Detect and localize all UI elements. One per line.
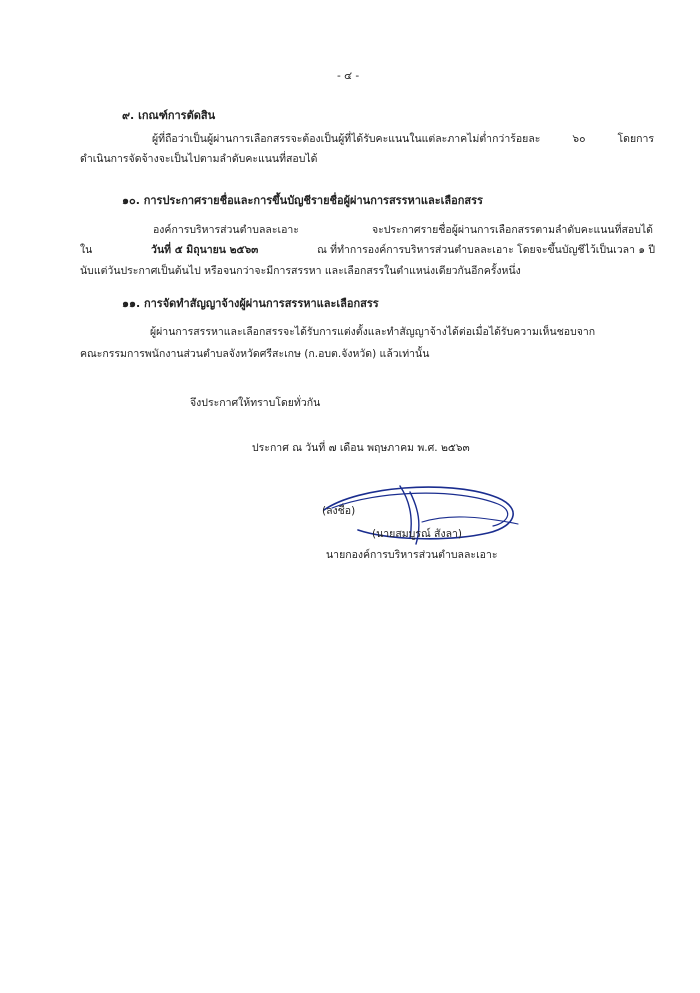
section-11-paragraph-line-2: คณะกรรมการพนักงานส่วนตำบลจังหวัดศรีสะเกษ (ก.อบต.จังหวัด) แล้วเท่านั้น [80, 348, 430, 360]
section-10-paragraph-line-2 [80, 243, 655, 257]
announcement-date-highlight: วันที่ ๕ มิถุนายน ๒๕๖๓ [151, 244, 259, 256]
announcement-date: ประกาศ ณ วันที่ ๗ เดือน พฤษภาคม พ.ศ. ๒๕๖๓ [252, 442, 470, 454]
signatory-name: (นายสมบูรณ์ สังลา) [372, 528, 462, 540]
section-10-line-2-rest: ณ ที่ทำการองค์การบริหารส่วนตำบลละเอาะ โดยจะขึ้นบัญชีไว้เป็นเวลา ๑ ปี [317, 244, 655, 256]
page-number: - ๔ - [337, 70, 360, 82]
signatory-position: นายกองค์การบริหารส่วนตำบลละเอาะ [326, 549, 498, 561]
section-10-paragraph-line-1: องค์การบริหารส่วนตำบลละเอาะ จะประกาศรายชื่อผู้ผ่านการเลือกสรรตามลำดับคะแนนที่สอบได้ [153, 224, 653, 236]
closing-statement: จึงประกาศให้ทราบโดยทั่วกัน [190, 397, 321, 409]
section-10-line-2-prefix: ใน [80, 244, 93, 256]
section-11-heading: ๑๑. การจัดทำสัญญาจ้างผู้ผ่านการสรรหาและเลือกสรร [122, 297, 379, 310]
section-10-paragraph-line-3: นับแต่วันประกาศเป็นต้นไป หรือจนกว่าจะมีการสรรหา และเลือกสรรในตำแหน่งเดียวกันอีกครั้งหนึ่ง [80, 265, 521, 277]
section-11-paragraph-line-1: ผู้ผ่านการสรรหาและเลือกสรรจะได้รับการแต่งตั้งและทำสัญญาจ้างได้ต่อเมื่อได้รับความเห็นชอบจาก [150, 326, 596, 338]
section-10-heading: ๑๐. การประกาศรายชื่อและการขึ้นบัญชีรายชื่อผู้ผ่านการสรรหาและเลือกสรร [122, 194, 483, 207]
section-9-paragraph-line-2: ดำเนินการจัดจ้างจะเป็นไปตามลำดับคะแนนที่สอบได้ [80, 153, 318, 165]
section-9-heading: ๙. เกณฑ์การตัดสิน [122, 109, 216, 122]
signed-label: (ลงชื่อ) [322, 505, 356, 517]
section-9-paragraph-line-1: ผู้ที่ถือว่าเป็นผู้ผ่านการเลือกสรรจะต้องเป็นผู้ที่ได้รับคะแนนในแต่ละภาคไม่ต่ำกว่าร้อยละ ๖๐ โดยการ [152, 133, 654, 145]
